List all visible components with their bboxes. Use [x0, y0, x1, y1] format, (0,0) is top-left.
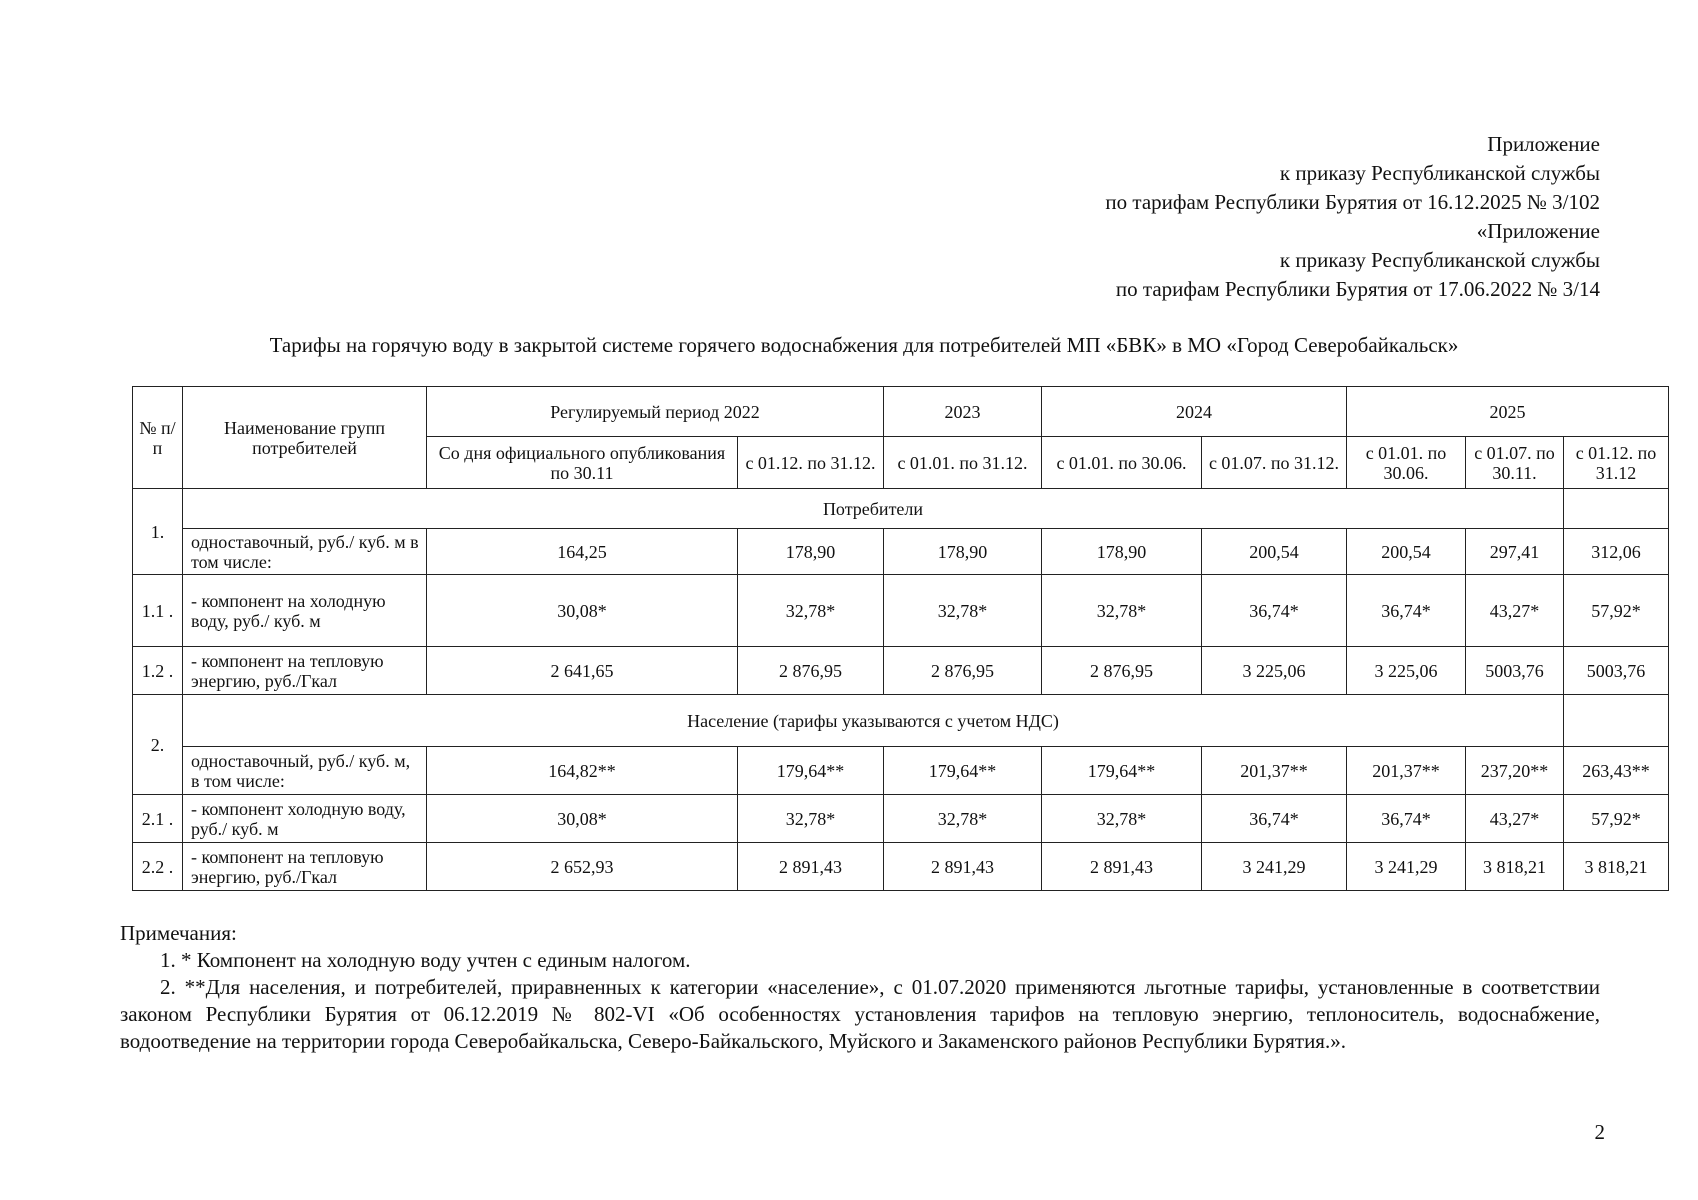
row-name: - компонент на холодную воду, руб./ куб. м — [183, 575, 427, 647]
table-cell: 2 891,43 — [738, 843, 884, 891]
period-2025-header: 2025 — [1347, 387, 1669, 437]
table-cell: 3 225,06 — [1347, 647, 1466, 695]
table-cell: 200,54 — [1202, 529, 1347, 575]
header-line: «Приложение — [1476, 219, 1600, 243]
table-row — [133, 575, 1669, 647]
table-cell: 2 876,95 — [738, 647, 884, 695]
appendix-header — [1105, 130, 1600, 304]
table-header-row — [133, 387, 1669, 437]
table-cell: 164,82** — [427, 747, 738, 795]
group-heading-row — [133, 489, 1669, 529]
table-cell: 164,25 — [427, 529, 738, 575]
notes-heading: Примечания: — [120, 921, 237, 945]
empty-cell — [1564, 695, 1669, 747]
subcol-header: с 01.07. по 30.11. — [1466, 437, 1564, 489]
table-row — [133, 647, 1669, 695]
row-name: - компонент на тепловую энергию, руб./Гкал — [183, 647, 427, 695]
table-cell: 2 891,43 — [884, 843, 1042, 891]
table-cell: 43,27* — [1466, 795, 1564, 843]
subcol-header: с 01.07. по 31.12. — [1202, 437, 1347, 489]
subcol-header: с 01.12. по 31.12 — [1564, 437, 1669, 489]
table-cell: 200,54 — [1347, 529, 1466, 575]
table-cell: 2 641,65 — [427, 647, 738, 695]
table-cell: 32,78* — [738, 795, 884, 843]
table-cell: 201,37** — [1347, 747, 1466, 795]
table-row — [133, 529, 1669, 575]
table-cell: 2 652,93 — [427, 843, 738, 891]
table-cell: 178,90 — [884, 529, 1042, 575]
table-cell: 43,27* — [1466, 575, 1564, 647]
row-name: одноставочный, руб./ куб. м, в том числе: — [183, 747, 427, 795]
table-cell: 237,20** — [1466, 747, 1564, 795]
table-row — [133, 843, 1669, 891]
subcol-header: с 01.01. по 31.12. — [884, 437, 1042, 489]
notes-section — [120, 920, 1600, 1055]
table-cell: 32,78* — [884, 575, 1042, 647]
note-item: 2. **Для населения, и потребителей, приравненных к категории «население», с 01.07.2020 применяются льготные тарифы, установленные в соответствии законом Республики Бурятия от 06.12.2019 № 802-VI «Об особенностях установления тарифов на тепловую энергию, теплоноситель, водоснабжение, водоотведение на территории города Северобайкальска, Северо-Байкальского, Муйского и Закаменского районов Республики Бурятия.». — [120, 975, 1600, 1053]
table-cell: 30,08* — [427, 795, 738, 843]
row-index: 2.2 . — [133, 843, 183, 891]
row-name: одноставочный, руб./ куб. м в том числе: — [183, 529, 427, 575]
col-number-header: № п/п — [133, 387, 183, 489]
group-heading: Потребители — [183, 489, 1564, 529]
table-cell: 30,08* — [427, 575, 738, 647]
header-line: к приказу Республиканской службы — [1279, 161, 1600, 185]
table-cell: 32,78* — [1042, 795, 1202, 843]
table-cell: 57,92* — [1564, 575, 1669, 647]
table-cell: 297,41 — [1466, 529, 1564, 575]
table-cell: 36,74* — [1347, 575, 1466, 647]
table-row — [133, 747, 1669, 795]
row-name: - компонент на тепловую энергию, руб./Гкал — [183, 843, 427, 891]
row-index: 1.1 . — [133, 575, 183, 647]
subcol-header: с 01.01. по 30.06. — [1042, 437, 1202, 489]
page-number: 2 — [1594, 1120, 1605, 1144]
row-name: - компонент холодную воду, руб./ куб. м — [183, 795, 427, 843]
table-cell: 201,37** — [1202, 747, 1347, 795]
table-cell: 2 876,95 — [884, 647, 1042, 695]
note-item: 1. * Компонент на холодную воду учтен с единым налогом. — [160, 948, 691, 972]
table-cell: 178,90 — [1042, 529, 1202, 575]
row-index: 1. — [133, 489, 183, 575]
table-cell: 263,43** — [1564, 747, 1669, 795]
table-cell: 32,78* — [884, 795, 1042, 843]
empty-cell — [1564, 489, 1669, 529]
table-cell: 3 818,21 — [1564, 843, 1669, 891]
table-cell: 32,78* — [738, 575, 884, 647]
table-cell: 2 876,95 — [1042, 647, 1202, 695]
group-heading-row — [133, 695, 1669, 747]
table-cell: 179,64** — [1042, 747, 1202, 795]
table-cell: 2 891,43 — [1042, 843, 1202, 891]
subcol-header: Со дня официального опубликования по 30.11 — [427, 437, 738, 489]
table-cell: 36,74* — [1202, 795, 1347, 843]
table-cell: 32,78* — [1042, 575, 1202, 647]
table-cell: 36,74* — [1202, 575, 1347, 647]
group-heading: Население (тарифы указываются с учетом НДС) — [183, 695, 1564, 747]
table-cell: 3 818,21 — [1466, 843, 1564, 891]
period-2022-header: Регулируемый период 2022 — [427, 387, 884, 437]
table-cell: 3 241,29 — [1202, 843, 1347, 891]
row-index: 2. — [133, 695, 183, 795]
subcol-header: с 01.01. по 30.06. — [1347, 437, 1466, 489]
table-cell: 3 241,29 — [1347, 843, 1466, 891]
table-cell: 178,90 — [738, 529, 884, 575]
header-line: к приказу Республиканской службы — [1279, 248, 1600, 272]
header-line: по тарифам Республики Бурятия от 16.12.2025 № 3/102 — [1105, 190, 1600, 214]
row-index: 1.2 . — [133, 647, 183, 695]
period-2023-header: 2023 — [884, 387, 1042, 437]
table-cell: 3 225,06 — [1202, 647, 1347, 695]
table-cell: 57,92* — [1564, 795, 1669, 843]
document-title: Тарифы на горячую воду в закрытой системе горячего водоснабжения для потребителей МП «БВК» в МО «Город Северобайкальск» — [269, 333, 1459, 357]
col-name-header: Наименование групп потребителей — [183, 387, 427, 489]
table-row — [133, 795, 1669, 843]
table-cell: 5003,76 — [1564, 647, 1669, 695]
subcol-header: с 01.12. по 31.12. — [738, 437, 884, 489]
table-cell: 312,06 — [1564, 529, 1669, 575]
header-line: по тарифам Республики Бурятия от 17.06.2022 № 3/14 — [1115, 277, 1600, 301]
table-cell: 179,64** — [884, 747, 1042, 795]
table-cell: 5003,76 — [1466, 647, 1564, 695]
row-index: 2.1 . — [133, 795, 183, 843]
header-line: Приложение — [1487, 132, 1600, 156]
period-2024-header: 2024 — [1042, 387, 1347, 437]
table-cell: 179,64** — [738, 747, 884, 795]
table-cell: 36,74* — [1347, 795, 1466, 843]
tariff-table — [132, 386, 1669, 891]
